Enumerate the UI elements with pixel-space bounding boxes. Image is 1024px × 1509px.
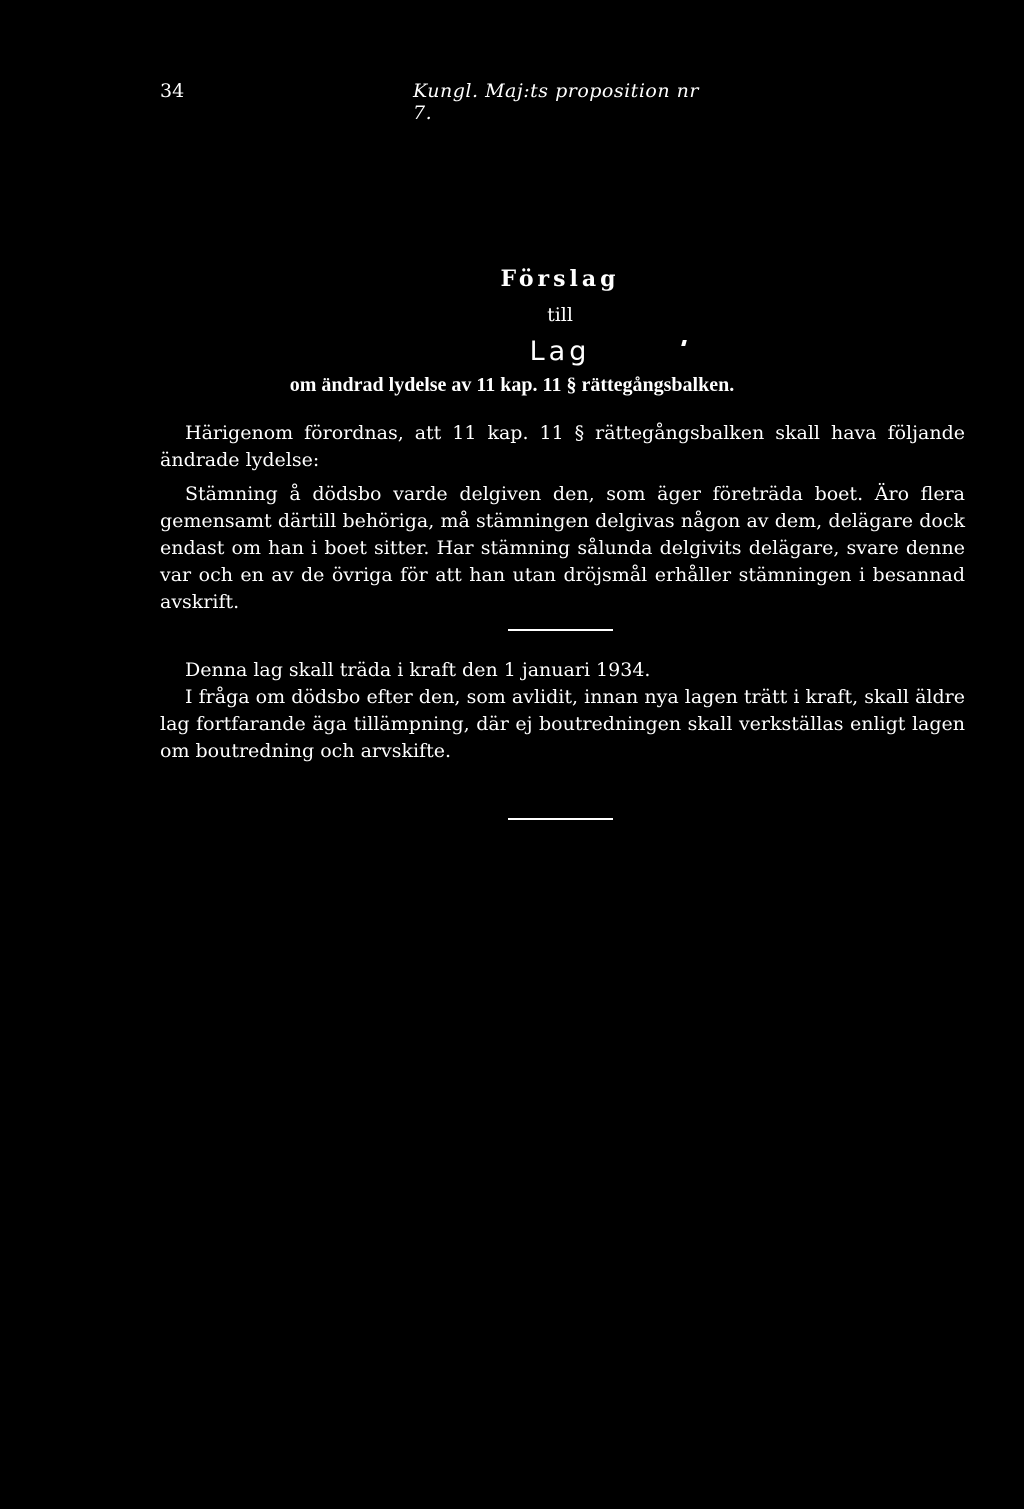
amended-paragraph: Stämning å dödsbo varde delgiven den, som äger företräda boet. Äro flera gemensamt därtill behöriga, må stämningen delgivas någon av dem, delägare dock endast om han i boet sitter. Har stämning sålunda delgivits delägare, svare denne var och en av de övriga för att han utan dröjsmål erhåller stämningen i besannad avskrift. <box>160 483 965 613</box>
running-title: Kungl. Maj:ts proposition nr 7. <box>413 80 699 124</box>
heading-forslag: Förslag <box>500 266 620 292</box>
heading-lag: Lag <box>529 336 591 367</box>
running-header <box>160 80 720 124</box>
page-number: 34 <box>160 80 185 102</box>
transitional-provisions <box>160 657 965 765</box>
effective-date-text: Denna lag skall träda i kraft den 1 januari 1934. <box>185 659 651 681</box>
amended-text <box>160 481 965 616</box>
divider-rule <box>508 629 613 631</box>
heading-subtitle: om ändrad lydelse av 11 kap. 11 § rättegångsbalken. <box>289 374 735 396</box>
end-rule <box>508 818 613 820</box>
intro-paragraph <box>160 420 965 474</box>
intro-text: Härigenom förordnas, att 11 kap. 11 § rättegångsbalken skall hava följande ändrade lydelse: <box>160 422 965 471</box>
transition-text: I fråga om dödsbo efter den, som avlidit, innan nya lagen trätt i kraft, skall äldre lag fortfarande äga tillämpning, där ej boutredningen skall verkställas enligt lagen om boutredning och arvskifte. <box>160 686 965 762</box>
heading-till: till <box>547 304 573 326</box>
